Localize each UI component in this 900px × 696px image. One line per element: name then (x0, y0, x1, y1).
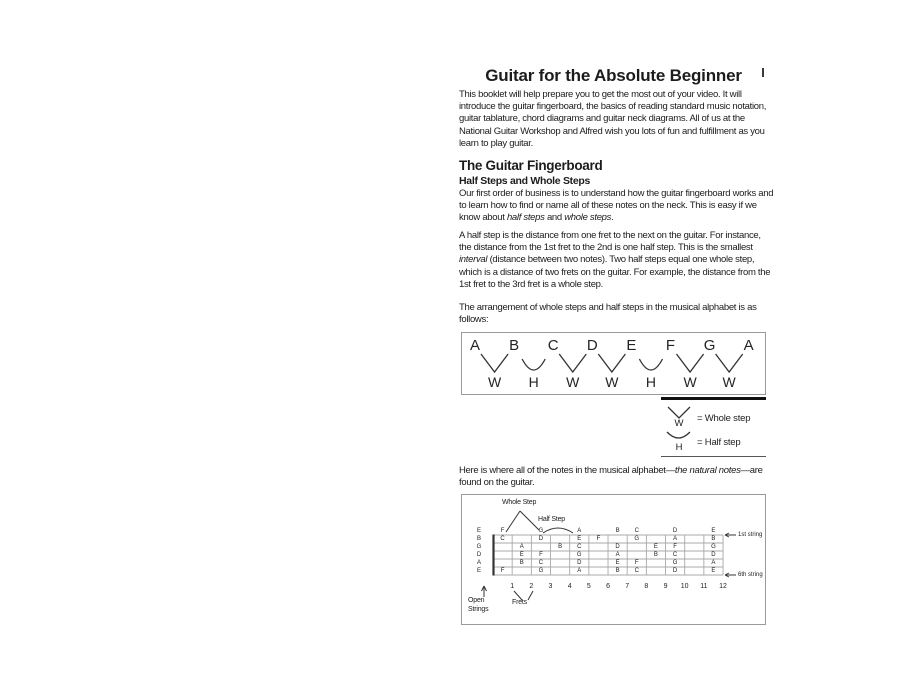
fretted-note: C (672, 552, 678, 558)
fretted-note: B (519, 560, 524, 566)
whole-step-pointer-icon (506, 511, 539, 532)
fretted-note: F (596, 536, 601, 542)
fretted-note: A (615, 552, 620, 558)
alphabet-step-letter: W (722, 374, 736, 390)
paragraph-half-step: A half step is the distance from one fret to the next on the guitar. For instance, the distance from the 1st fret to the 2nd is one half step. This is the smallest interval (distance between two notes). Two half steps equal one whole step, which is a distance of two frets on the guitar. For example, the distance from the 1st fret to the 3rd fret is a whole step. (459, 230, 771, 290)
half-step-icon (667, 432, 690, 438)
fret-number: 4 (567, 583, 572, 590)
fretboard-diagram (461, 494, 766, 625)
fret-number: 1 (510, 583, 515, 590)
fretted-note: B (653, 552, 658, 558)
fretted-note: B (615, 528, 620, 534)
fretted-note: A (519, 544, 524, 550)
fretted-note: D (672, 528, 678, 534)
whole-step-connector-icon (559, 354, 586, 372)
half-step-label: Half Step (538, 516, 565, 523)
fret-number: 2 (529, 583, 534, 590)
alphabet-letter: B (509, 337, 520, 354)
legend-half-label: = Half step (697, 437, 741, 448)
fretted-note: D (615, 544, 620, 550)
whole-step-connector-icon (716, 354, 743, 372)
step-legend (661, 397, 766, 459)
half-step-connector-icon (639, 359, 662, 370)
alphabet-step-letter: W (487, 374, 502, 390)
alphabet-step-letter: W (683, 374, 697, 390)
fretted-note: E (711, 528, 716, 534)
fretted-note: C (634, 568, 639, 574)
open-string-note: A (476, 560, 481, 566)
first-string-label: 1st string (738, 532, 763, 538)
fret-number: 12 (719, 583, 727, 590)
legend-whole-label: = Whole step (697, 413, 751, 424)
subsection-heading: Half Steps and Whole Steps (459, 175, 591, 187)
open-string-note: E (476, 568, 481, 574)
fretted-note: A (711, 560, 716, 566)
fret-number: 3 (548, 583, 553, 590)
fretted-note: F (500, 528, 505, 534)
whole-step-connector-icon (598, 354, 625, 372)
fret-number: 5 (586, 583, 591, 590)
alphabet-step-letter: H (528, 374, 539, 390)
alphabet-step-letter: W (605, 374, 619, 390)
fretted-note: D (711, 552, 716, 558)
fretted-note: C (500, 536, 505, 542)
fretted-note: E (615, 560, 620, 566)
fretted-note: D (672, 568, 678, 574)
fretted-note: F (500, 568, 505, 574)
intro-paragraph: This booklet will help prepare you to get the most out of your video. It will introduce the guitar fingerboard, the basics of reading standard music notation, guitar tablature, chord diagrams and guitar neck diagrams. All of us at the National Guitar Workshop and Alfred wish you lots of fun and fulfillment as you learn to play guitar. (459, 89, 767, 149)
open-string-note: B (476, 536, 481, 542)
fretted-note: F (634, 560, 639, 566)
fretted-note: E (519, 552, 524, 558)
fretted-note: B (558, 544, 563, 550)
fretted-note: F (539, 552, 543, 558)
legend-whole-symbol: W (674, 418, 684, 429)
paragraph-half-whole: Our first order of business is to understand how the guitar fingerboard works and to learn how to find or name all of these notes on the neck. This is easy if we know about half steps and whole steps. (459, 188, 774, 224)
alphabet-letter: G (703, 337, 716, 354)
alphabet-letter: D (586, 337, 598, 354)
fretted-note: A (577, 528, 582, 534)
alphabet-letter: A (469, 337, 480, 354)
paragraph-arrangement: The arrangement of whole steps and half steps in the musical alphabet is as follows: (459, 302, 757, 326)
fret-number: 6 (606, 583, 610, 590)
first-string-arrow-icon (725, 533, 736, 537)
open-strings-arrow-icon (482, 586, 487, 597)
fretted-note: F (673, 544, 677, 550)
legend-half-symbol: H (675, 442, 683, 453)
half-step-connector-icon (522, 359, 545, 370)
fretted-note: G (576, 552, 582, 558)
legend-bottom-rule (661, 456, 766, 457)
fretted-note: E (653, 544, 658, 550)
open-string-note: E (476, 528, 481, 534)
fretted-note: A (577, 568, 582, 574)
fret-number: 8 (644, 583, 649, 590)
fretted-note: G (711, 544, 716, 550)
alphabet-letter: A (743, 337, 754, 354)
page-title: Guitar for the Absolute Beginner (485, 66, 742, 85)
alphabet-letter: C (547, 337, 559, 354)
alphabet-step-letter: H (645, 374, 656, 390)
fretted-note: E (711, 568, 716, 574)
fretted-note: C (577, 544, 582, 550)
fretted-note: C (634, 528, 639, 534)
whole-step-connector-icon (677, 354, 704, 372)
fretted-note: G (538, 528, 544, 534)
alphabet-letter: E (626, 337, 637, 354)
half-step-arc-icon (543, 528, 573, 533)
fretted-note: B (711, 536, 716, 542)
fretted-note: G (538, 568, 544, 574)
fretted-note: D (538, 536, 544, 542)
alphabet-letter: F (665, 337, 676, 354)
fret-number: 9 (663, 583, 668, 590)
musical-alphabet-diagram (461, 332, 766, 395)
section-heading: The Guitar Fingerboard (459, 158, 603, 173)
open-string-note: D (476, 552, 482, 558)
fretted-note: D (577, 560, 582, 566)
fretted-note: C (538, 560, 544, 566)
fretted-note: G (634, 536, 640, 542)
fretted-note: B (615, 568, 620, 574)
sixth-string-label: 6th string (738, 572, 763, 578)
whole-step-label: Whole Step (502, 499, 537, 506)
fretted-note: A (673, 536, 678, 542)
open-strings-label: Open Strings (468, 597, 489, 613)
frets-label: Frets (512, 599, 527, 606)
fretted-note: E (577, 536, 582, 542)
open-string-note: G (476, 544, 482, 550)
fretted-note: G (672, 560, 678, 566)
whole-step-connector-icon (481, 354, 508, 372)
whole-step-icon (668, 407, 690, 418)
sixth-string-arrow-icon (725, 573, 736, 577)
fret-number: 7 (625, 583, 630, 590)
paragraph-notes-location: Here is where all of the notes in the musical alphabet—the natural notes—are found on the guitar. (459, 465, 763, 489)
fret-number: 11 (700, 583, 708, 590)
fret-number: 10 (680, 583, 689, 590)
alphabet-step-letter: W (566, 374, 580, 390)
